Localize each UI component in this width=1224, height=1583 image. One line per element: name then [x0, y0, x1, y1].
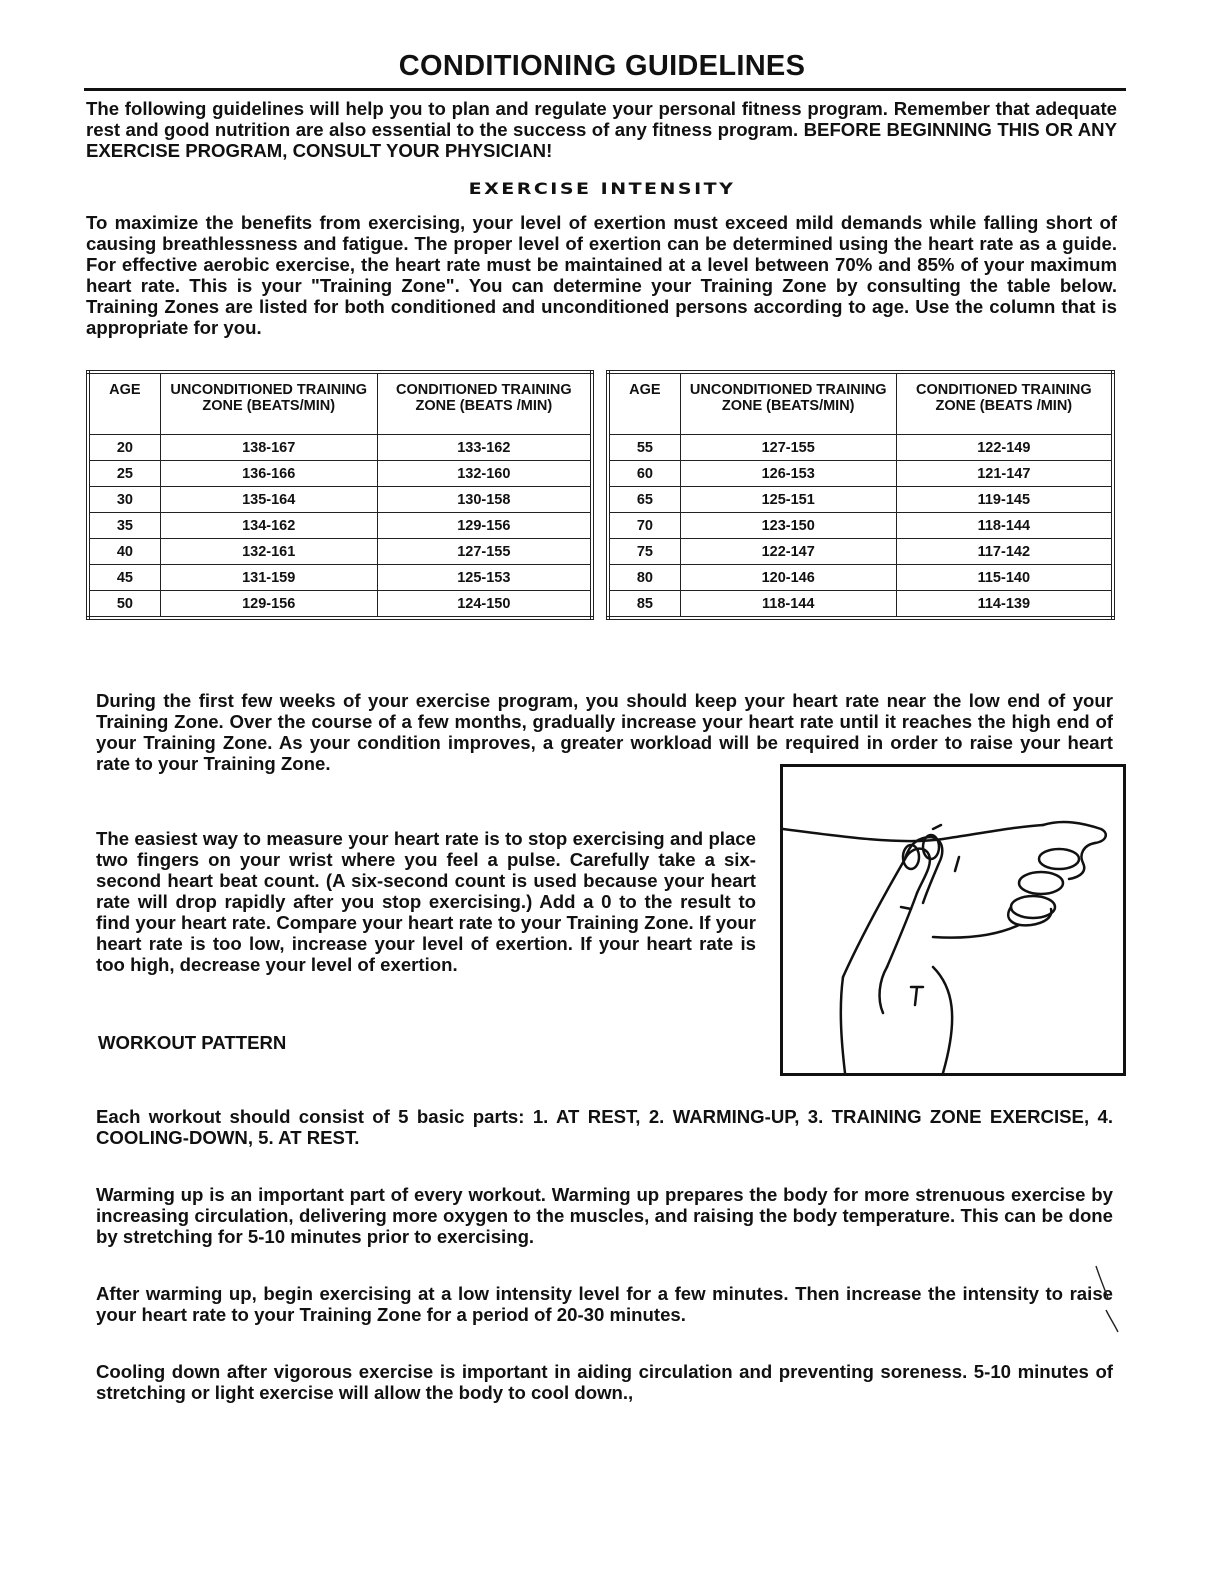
table-row [88, 461, 592, 487]
pulse-check-illustration [780, 764, 1126, 1076]
table-row [608, 435, 1113, 461]
age-cell: 55 [608, 435, 680, 461]
header-age: AGE [88, 372, 160, 435]
unconditioned-cell: 120-146 [680, 565, 896, 591]
age-cell: 80 [608, 565, 680, 591]
table-row [608, 513, 1113, 539]
table-row [608, 487, 1113, 513]
intensity-paragraph: To maximize the benefits from exercising, your level of exertion must exceed mild demands while falling short of causing breathlessness and fatigue. The proper level of exertion can be determined using the heart rate as a guide. For effective aerobic exercise, the heart rate must be maintained at a level between 70% and 85% of your maximum heart rate. This is your "Training Zone". You can determine your Training Zone by consulting the table below. Training Zones are listed for both conditioned and unconditioned persons according to age. Use the column that is appropriate for you. [86, 212, 1117, 338]
intro-paragraph: The following guidelines will help you to plan and regulate your personal fitness program. Remember that adequate rest and good nutrition are also essential to the success of any fitness program. BEFORE BEGINNING THIS OR ANY EXERCISE PROGRAM, CONSULT YOUR PHYSICIAN! [86, 98, 1117, 161]
table-row [608, 539, 1113, 565]
table-header-row [608, 372, 1113, 435]
margin-pen-mark [1090, 1264, 1120, 1334]
unconditioned-cell: 132-161 [160, 539, 377, 565]
header-age: AGE [608, 372, 680, 435]
table-header-row [88, 372, 592, 435]
table-row [88, 539, 592, 565]
conditioned-cell: 117-142 [896, 539, 1113, 565]
page-title: CONDITIONING GUIDELINES [398, 50, 806, 82]
conditioned-cell: 118-144 [896, 513, 1113, 539]
exercise-intensity-heading: EXERCISE INTENSITY [468, 179, 736, 199]
conditioned-cell: 124-150 [377, 591, 592, 619]
age-cell: 25 [88, 461, 160, 487]
after-warming-paragraph: After warming up, begin exercising at a low intensity level for a few minutes. Then increase the intensity to raise your heart rate to your Training Zone for a period of 20-30 minutes. [96, 1283, 1113, 1325]
age-cell: 45 [88, 565, 160, 591]
workout-pattern-heading: WORKOUT PATTERN [98, 1032, 287, 1053]
unconditioned-cell: 134-162 [160, 513, 377, 539]
unconditioned-cell: 136-166 [160, 461, 377, 487]
table-row [88, 513, 592, 539]
table-row [88, 591, 592, 619]
unconditioned-cell: 125-151 [680, 487, 896, 513]
unconditioned-cell: 131-159 [160, 565, 377, 591]
warming-up-paragraph: Warming up is an important part of every workout. Warming up prepares the body for more strenuous exercise by increasing circulation, delivering more oxygen to the muscles, and raising the body temperature. This can be done by stretching for 5-10 minutes prior to exercising. [96, 1184, 1113, 1247]
table-row [88, 435, 592, 461]
unconditioned-cell: 129-156 [160, 591, 377, 619]
conditioned-cell: 129-156 [377, 513, 592, 539]
age-cell: 75 [608, 539, 680, 565]
age-cell: 35 [88, 513, 160, 539]
age-cell: 85 [608, 591, 680, 619]
header-conditioned: CONDITIONED TRAINING ZONE (BEATS /MIN) [896, 372, 1113, 435]
conditioned-cell: 133-162 [377, 435, 592, 461]
age-cell: 65 [608, 487, 680, 513]
conditioned-cell: 115-140 [896, 565, 1113, 591]
workout-parts-paragraph: Each workout should consist of 5 basic parts: 1. AT REST, 2. WARMING-UP, 3. TRAINING ZONE EXERCISE, 4. COOLING-DOWN, 5. AT REST. [96, 1106, 1113, 1148]
conditioned-cell: 122-149 [896, 435, 1113, 461]
unconditioned-cell: 135-164 [160, 487, 377, 513]
age-cell: 60 [608, 461, 680, 487]
age-cell: 70 [608, 513, 680, 539]
age-cell: 50 [88, 591, 160, 619]
cooling-down-paragraph: Cooling down after vigorous exercise is important in aiding circulation and preventing soreness. 5-10 minutes of stretching or light exercise will allow the body to cool down., [96, 1361, 1113, 1403]
unconditioned-cell: 126-153 [680, 461, 896, 487]
header-conditioned: CONDITIONED TRAINING ZONE (BEATS /MIN) [377, 372, 592, 435]
conditioned-cell: 125-153 [377, 565, 592, 591]
age-cell: 20 [88, 435, 160, 461]
wrist-pulse-icon [783, 767, 1123, 1073]
unconditioned-cell: 138-167 [160, 435, 377, 461]
unconditioned-cell: 118-144 [680, 591, 896, 619]
conditioned-cell: 127-155 [377, 539, 592, 565]
conditioned-cell: 132-160 [377, 461, 592, 487]
unconditioned-cell: 127-155 [680, 435, 896, 461]
conditioned-cell: 119-145 [896, 487, 1113, 513]
age-cell: 30 [88, 487, 160, 513]
training-zone-table-left [86, 370, 594, 620]
table-row [88, 487, 592, 513]
measure-paragraph: The easiest way to measure your heart rate is to stop exercising and place two fingers on your wrist where you feel a pulse. Carefully take a six-second heart beat count. (A six-second count is used because your heart rate will drop rapidly after you stop exercising.) Add a 0 to the result to find your heart rate. Compare your heart rate to your Training Zone. If your heart rate is too low, increase your level of exertion. If your heart rate is too high, decrease your level of exertion. [96, 828, 756, 975]
conditioned-cell: 130-158 [377, 487, 592, 513]
table-row [88, 565, 592, 591]
unconditioned-cell: 123-150 [680, 513, 896, 539]
unconditioned-cell: 122-147 [680, 539, 896, 565]
table-row [608, 565, 1113, 591]
table-row [608, 461, 1113, 487]
conditioned-cell: 121-147 [896, 461, 1113, 487]
header-unconditioned: UNCONDITIONED TRAINING ZONE (BEATS/MIN) [680, 372, 896, 435]
training-zone-table-right [606, 370, 1115, 620]
title-rule [84, 88, 1126, 91]
header-unconditioned: UNCONDITIONED TRAINING ZONE (BEATS/MIN) [160, 372, 377, 435]
first-weeks-paragraph: During the first few weeks of your exercise program, you should keep your heart rate near the low end of your Training Zone. Over the course of a few months, gradually increase your heart rate until it reaches the high end of your Training Zone. As your condition improves, a greater workload will be required in order to raise your heart rate to your Training Zone. [96, 690, 1113, 774]
conditioned-cell: 114-139 [896, 591, 1113, 619]
table-row [608, 591, 1113, 619]
age-cell: 40 [88, 539, 160, 565]
